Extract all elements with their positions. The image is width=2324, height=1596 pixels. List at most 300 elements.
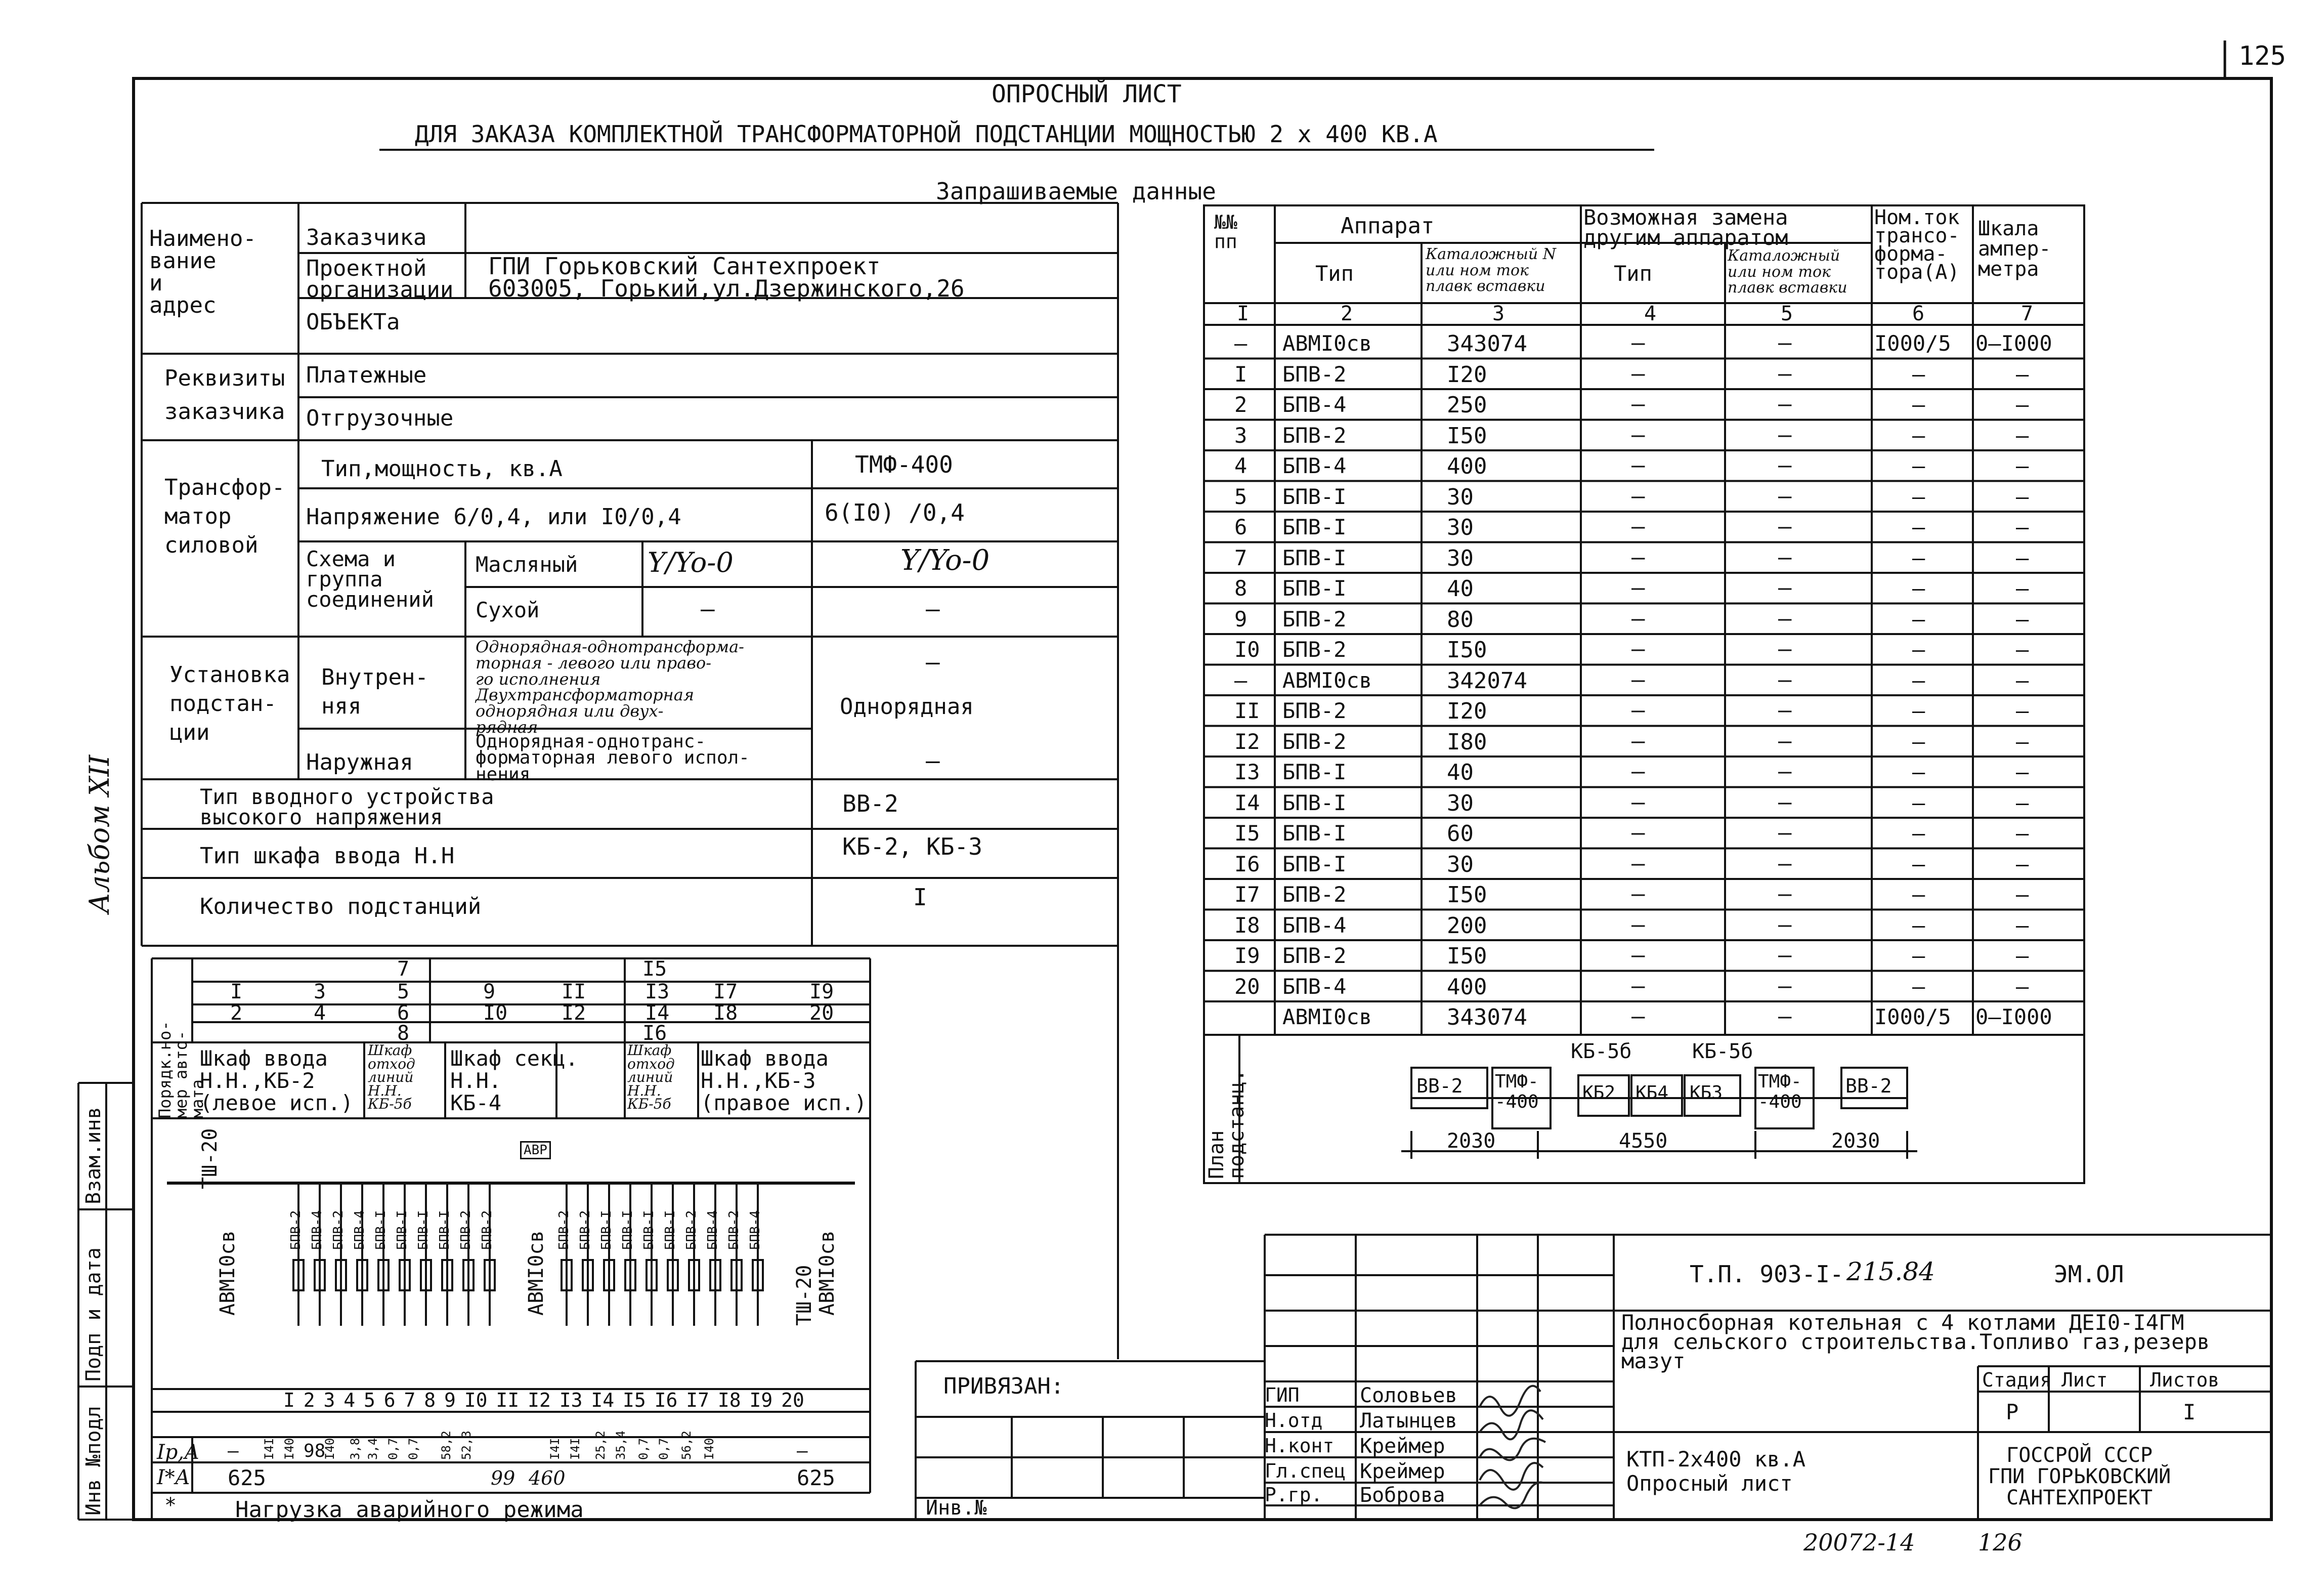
type-power-label: Тип,мощность, кв.А (321, 456, 563, 482)
device-row-ct: – (1912, 790, 1925, 815)
device-row-catalog: 342074 (1447, 667, 1527, 694)
device-row-type: АВМI0св (1282, 667, 1372, 693)
ip-label: Iр,А (157, 1441, 200, 1464)
device-row-type: БПВ-4 (1282, 453, 1347, 478)
role-dept-head: Н.отд (1265, 1409, 1323, 1432)
object-label: ОБЪЕКТа (306, 309, 400, 335)
device-row-type: БПВ-I (1282, 515, 1347, 539)
sheet-page-number: 125 (2239, 41, 2286, 71)
device-row-catalog: I50 (1447, 882, 1487, 908)
device-row-scale: – (2016, 729, 2029, 754)
device-row-number: 20 (1234, 974, 1260, 999)
device-row-replacement-type: – (1631, 391, 1645, 417)
device-row-replacement-catalog: – (1778, 911, 1792, 938)
device-row-ct: – (1912, 453, 1925, 478)
name-group-head: Боброва (1360, 1484, 1445, 1507)
role-group-head: Р.гр. (1265, 1484, 1323, 1506)
device-row-replacement-catalog: – (1778, 1003, 1792, 1029)
oil-value-b: Y/Yo-0 (900, 544, 990, 577)
device-row-scale: – (2016, 576, 2029, 601)
device-row-scale: – (2016, 637, 2029, 662)
breaker-section: АВМI0св (525, 1230, 548, 1316)
stage-value: Р (2006, 1400, 2019, 1424)
device-row-type: БПВ-I (1282, 760, 1347, 784)
fuse-label: БПВ-2 (578, 1210, 593, 1250)
device-row-ct: – (1912, 974, 1925, 999)
device-row-replacement-type: – (1631, 759, 1645, 784)
device-row-number: I (1234, 361, 1247, 387)
device-row-replacement-catalog: – (1778, 391, 1792, 417)
device-row-catalog: 30 (1447, 515, 1474, 540)
bottom-numbering: I 2 3 4 5 6 7 8 9 I0 II I2 I3 I4 I5 I6 I7 I8 I9 20 (283, 1389, 804, 1411)
fuse-label: БПВ-2 (684, 1210, 699, 1250)
device-row-number: 4 (1234, 453, 1247, 478)
option-two-transformer: Двухтрансформаторная однорядная или двух- рядная (476, 685, 694, 737)
device-row-catalog: 40 (1447, 576, 1474, 602)
device-row-scale: – (2016, 667, 2029, 693)
automat-number-top: I7 (713, 980, 738, 1003)
plan-dim-right: 2030 (1831, 1129, 1880, 1153)
automat-number-top: 3 (314, 980, 326, 1003)
automat-number-top: I9 (809, 980, 834, 1003)
device-row-catalog: 60 (1447, 821, 1474, 847)
cabinet-left-label: Шкаф ввода Н.Н.,КБ-2 (левое исп.) (200, 1046, 354, 1116)
lv-cabinet-value: КБ-2, КБ-3 (842, 833, 982, 860)
fuse-label: БПВ-I (416, 1210, 431, 1250)
device-row-scale: – (2016, 515, 2029, 539)
device-row-replacement-type: – (1631, 820, 1645, 846)
col-replacement-header: Возможная замена другим аппаратом (1583, 205, 1788, 250)
device-row-scale: 0–I000 (1975, 1004, 2052, 1029)
device-row-type: БПВ-4 (1282, 392, 1347, 417)
device-row-catalog: I50 (1447, 943, 1487, 969)
device-row-number: I4 (1234, 790, 1260, 815)
device-row-replacement-type: – (1631, 911, 1645, 938)
cabinet-right-label: Шкаф ввода Н.Н.,КБ-3 (правое исп.) (701, 1046, 867, 1116)
device-row-number: 9 (1234, 606, 1247, 632)
device-row-type: БПВ-2 (1282, 361, 1347, 387)
fuse-label: БПВ-2 (556, 1210, 572, 1250)
device-row-number: I7 (1234, 882, 1260, 907)
automat-number-mid: 2 (230, 1001, 243, 1025)
device-row-ct: – (1912, 423, 1925, 448)
plan-kb5-right: КБ-5б (1692, 1040, 1753, 1063)
fuse-label: БПВ-I (395, 1210, 410, 1250)
device-row-scale: – (2016, 392, 2029, 417)
voltage-value: 6(I0) /0,4 (825, 499, 965, 526)
device-row-ct: – (1912, 821, 1925, 846)
device-row-scale: – (2016, 484, 2029, 509)
device-row-replacement-type: – (1631, 666, 1645, 693)
device-row-catalog: 80 (1447, 606, 1474, 633)
device-row-replacement-type: – (1631, 942, 1645, 968)
device-row-type: АВМI0св (1282, 1004, 1372, 1029)
plan-block-vv-right: ВВ-2 (1845, 1075, 1892, 1097)
external-label: Наружная (306, 749, 413, 775)
payment-label: Платежные (306, 362, 427, 388)
ia-mid-value: 99 (491, 1467, 515, 1489)
device-row-replacement-type: – (1631, 973, 1645, 999)
name-chief-spec: Креймер (1360, 1460, 1445, 1483)
device-row-scale: – (2016, 423, 2029, 448)
device-row-scale: – (2016, 453, 2029, 478)
device-row-number: I5 (1234, 821, 1260, 846)
fuse-label: БПВ-I (437, 1210, 452, 1250)
device-row-catalog: 200 (1447, 912, 1487, 939)
fuse-label: БПВ-I (373, 1210, 389, 1250)
stage-label: Стадия (1982, 1369, 2052, 1391)
device-row-scale: – (2016, 974, 2029, 999)
fuse-label: БПВ-4 (748, 1210, 763, 1250)
fuse-label: БПВ-2 (331, 1210, 346, 1250)
fuse-label: БПВ-4 (705, 1210, 720, 1250)
device-row-replacement-catalog: – (1778, 575, 1792, 601)
col-ct-header: Ном.ток трансо- форма- тора(А) (1874, 206, 1960, 284)
device-row-ct: – (1912, 882, 1925, 907)
column-number: I (1237, 302, 1250, 325)
inv-no-label: Инв.№ (926, 1496, 987, 1520)
ip-value: 56,2 (679, 1431, 694, 1460)
plan-kb5-left: КБ-5б (1571, 1040, 1632, 1063)
device-row-replacement-type: – (1631, 544, 1645, 570)
ip-value: 0,7 (657, 1438, 671, 1460)
device-row-replacement-catalog: – (1778, 850, 1792, 876)
device-row-replacement-catalog: – (1778, 942, 1792, 968)
dry-label: Сухой (476, 598, 540, 622)
drawing-name: КТП-2х400 кв.А Опросный лист (1626, 1447, 1806, 1496)
ip-value: I4I (262, 1438, 276, 1460)
device-row-ct: – (1912, 698, 1925, 723)
fuse-label: БПВ-4 (352, 1210, 367, 1250)
fuse-label: БПВ-2 (288, 1210, 304, 1250)
device-row-type: АВМI0св (1282, 331, 1372, 356)
device-row-replacement-type: – (1631, 881, 1645, 907)
substations-count-label: Количество подстанций (200, 894, 482, 919)
device-row-catalog: 30 (1447, 851, 1474, 877)
automat-number-extra: I5 (642, 957, 667, 981)
col-replacement-catalog-header: Каталожный или ном ток плавк вставки (1728, 247, 1847, 297)
device-row-scale: – (2016, 882, 2029, 907)
device-row-catalog: 250 (1447, 392, 1487, 418)
device-row-type: БПВ-2 (1282, 729, 1347, 754)
dry-dash-a: – (701, 595, 715, 622)
device-row-type: БПВ-4 (1282, 974, 1347, 999)
device-row-type: БПВ-I (1282, 576, 1347, 601)
ia-mid2-value: 460 (529, 1467, 566, 1489)
device-row-catalog: I50 (1447, 637, 1487, 663)
device-row-ct: – (1912, 637, 1925, 662)
transformer-label: Трансфор- матор силовой (164, 475, 285, 559)
fuse-label: БПВ-4 (310, 1210, 325, 1250)
design-org-label: Проектной организации (306, 256, 454, 303)
ip-value: I40 (282, 1438, 296, 1460)
fuse-label: БПВ-I (599, 1210, 614, 1250)
column-number: 4 (1644, 302, 1657, 325)
ip-value: I40 (323, 1438, 337, 1460)
shipping-label: Отгрузочные (306, 405, 454, 431)
device-row-replacement-catalog: – (1778, 697, 1792, 723)
type-power-value: ТМФ-400 (855, 451, 953, 478)
oil-label: Масляный (476, 552, 578, 577)
breaker-right: АВМI0св (815, 1230, 839, 1316)
inv-original-label: Инв №подл (82, 1406, 105, 1516)
device-row-catalog: 30 (1447, 545, 1474, 571)
plan-dim-mid: 4550 (1619, 1129, 1668, 1153)
organization: ГОССРОЙ СССР ГПИ ГОРЬКОВСКИЙ САНТЕХПРОЕКТ (1988, 1444, 2171, 1509)
device-row-ct: – (1912, 515, 1925, 539)
device-row-scale: – (2016, 698, 2029, 723)
project-title: Полносборная котельная с 4 котлами ДЕI0-I4ГМ для сельского строительства.Топливо газ,резерв мазут (1621, 1310, 2210, 1373)
device-row-type: БПВ-2 (1282, 637, 1347, 662)
device-row-scale: – (2016, 912, 2029, 938)
plan-block-transformer-left: ТМФ- -400 (1495, 1071, 1539, 1112)
device-row-catalog: 30 (1447, 790, 1474, 816)
col-number-header: №№ пп (1214, 211, 1237, 253)
device-row-replacement-type: – (1631, 1003, 1645, 1029)
name-dept-head: Латынцев (1360, 1409, 1457, 1433)
ip-value: 98 (304, 1441, 326, 1461)
device-row-replacement-catalog: – (1778, 330, 1792, 356)
device-row-scale: – (2016, 790, 2029, 815)
bottom-handwritten-right: 126 (1978, 1529, 2022, 1556)
ia-left-value: 625 (228, 1465, 266, 1490)
device-row-type: БПВ-I (1282, 545, 1347, 570)
device-row-ct: – (1912, 912, 1925, 938)
device-row-catalog: 30 (1447, 484, 1474, 510)
device-row-catalog: 400 (1447, 974, 1487, 1000)
automat-number-top: I3 (645, 980, 670, 1003)
ip-value: 58,2 (439, 1431, 453, 1460)
substations-count-value: I (913, 884, 927, 911)
device-row-replacement-type: – (1631, 360, 1645, 387)
footnote: Нагрузка аварийного режима (235, 1497, 584, 1523)
device-row-ct: – (1912, 576, 1925, 601)
option-external: Однорядная-однотранс- форматорная левого испол- нения (476, 731, 750, 785)
device-row-ct: – (1912, 545, 1925, 570)
plan-block-transformer-right: ТМФ- -400 (1758, 1071, 1802, 1112)
automat-number-top: 9 (483, 980, 496, 1003)
device-row-replacement-catalog: – (1778, 636, 1792, 662)
device-row-scale: – (2016, 606, 2029, 632)
device-row-replacement-type: – (1631, 514, 1645, 539)
automat-number-top: 5 (397, 980, 410, 1003)
device-row-scale: – (2016, 545, 2029, 570)
device-row-number: II (1234, 698, 1260, 723)
device-row-type: БПВ-4 (1282, 912, 1347, 938)
bottom-handwritten-left: 20072-14 (1803, 1529, 1915, 1556)
customer-label: Заказчика (306, 225, 427, 250)
automat-number-extra: I6 (642, 1022, 667, 1045)
device-row-number: 3 (1234, 423, 1247, 448)
device-row-replacement-type: – (1631, 636, 1645, 662)
device-row-replacement-catalog: – (1778, 759, 1792, 784)
role-gip: ГИП (1265, 1384, 1300, 1406)
device-row-scale: – (2016, 760, 2029, 784)
device-row-type: БПВ-2 (1282, 423, 1347, 448)
fuse-label: БПВ-I (663, 1210, 678, 1250)
device-row-catalog: I20 (1447, 361, 1487, 388)
doc-code-number: 215.84 (1846, 1257, 1935, 1286)
device-row-scale: – (2016, 361, 2029, 387)
fuse-label: БПВ-I (641, 1210, 657, 1250)
option-single-transformer: Однорядная-однотрансформа- торная - левого или право- го исполнения (476, 637, 744, 689)
col-type-header: Тип (1315, 261, 1354, 286)
external-dash: – (926, 747, 940, 774)
plan-label: План подстанц. (1205, 1069, 1249, 1179)
column-number: 5 (1781, 302, 1793, 325)
breaker-left: АВМI0св (216, 1230, 239, 1316)
automat-number-top: I (230, 980, 243, 1003)
device-row-replacement-catalog: – (1778, 514, 1792, 539)
device-row-catalog: 343074 (1447, 331, 1527, 357)
ip-value: – (797, 1441, 808, 1461)
ia-label: I*А (157, 1466, 191, 1489)
device-row-replacement-catalog: – (1778, 422, 1792, 448)
name-address-label: Наимено- вание и адрес (149, 226, 256, 318)
automat-number-mid: I4 (645, 1001, 670, 1025)
device-row-replacement-catalog: – (1778, 789, 1792, 815)
device-row-replacement-type: – (1631, 483, 1645, 509)
plan-block-kb3: КБ3 (1690, 1082, 1723, 1103)
plan-block-kb4: КБ4 (1636, 1082, 1669, 1103)
device-row-replacement-type: – (1631, 575, 1645, 601)
device-row-number: 5 (1234, 484, 1247, 509)
internal-dash: – (926, 648, 940, 676)
column-number: 6 (1912, 302, 1925, 325)
vzam-inv-label: Взам.инв (82, 1107, 105, 1204)
device-row-replacement-catalog: – (1778, 881, 1792, 907)
device-row-number: 6 (1234, 515, 1247, 539)
voltage-label: Напряжение 6/0,4, или I0/0,4 (306, 504, 681, 530)
device-row-replacement-catalog: – (1778, 544, 1792, 570)
ip-value: I4I (568, 1438, 582, 1460)
device-row-scale: 0–I000 (1975, 331, 2052, 356)
automat-order-label: Порядк.но- мер авто- мата (155, 1021, 207, 1118)
device-row-ct: I000/5 (1874, 1004, 1951, 1029)
lv-cabinet-label: Тип шкафа ввода Н.Н (200, 843, 455, 869)
device-row-number: 8 (1234, 576, 1247, 601)
ia-right-value: 625 (797, 1465, 835, 1490)
plan-block-vv-left: ВВ-2 (1416, 1075, 1463, 1097)
fuse-label: БПВ-2 (726, 1210, 742, 1250)
ip-value: 52,3 (459, 1431, 474, 1460)
device-row-number: I9 (1234, 943, 1260, 968)
device-row-replacement-type: – (1631, 789, 1645, 815)
hv-input-label: Тип вводного устройства высокого напряжения (200, 784, 494, 829)
automat-number-mid: I8 (713, 1001, 738, 1025)
device-row-ct: – (1912, 943, 1925, 968)
device-row-number: I8 (1234, 912, 1260, 938)
page-title: ОПРОСНЫЙ ЛИСТ (992, 80, 1182, 108)
name-control: Креймер (1360, 1435, 1445, 1458)
device-row-scale: – (2016, 943, 2029, 968)
ip-value: 0,7 (386, 1438, 400, 1460)
ip-value: 35,4 (614, 1431, 628, 1460)
device-row-replacement-catalog: – (1778, 483, 1792, 509)
device-row-replacement-catalog: – (1778, 360, 1792, 387)
device-row-type: БПВ-2 (1282, 698, 1347, 723)
device-row-replacement-type: – (1631, 697, 1645, 723)
automat-number-mid: 6 (397, 1001, 410, 1025)
device-row-number: 2 (1234, 392, 1247, 417)
column-number: 3 (1492, 302, 1505, 325)
dry-dash-b: – (926, 595, 940, 622)
column-number: 2 (1341, 302, 1353, 325)
col-replacement-type-header: Тип (1614, 261, 1652, 286)
cabinet-section-label: Шкаф секц. Н.Н. КБ-4 (450, 1046, 578, 1116)
device-row-number: I2 (1234, 729, 1260, 754)
privyazan-label: ПРИВЯЗАН: (943, 1373, 1064, 1399)
ip-value: 3,8 (348, 1438, 362, 1460)
device-row-ct: – (1912, 606, 1925, 632)
footnote-star: * (164, 1494, 177, 1517)
device-row-replacement-type: – (1631, 330, 1645, 356)
internal-label: Внутрен- няя (321, 664, 428, 720)
sheet-label: Лист (2061, 1369, 2108, 1391)
fuse-label: БПВ-2 (458, 1210, 474, 1250)
device-row-replacement-type: – (1631, 422, 1645, 448)
device-row-type: БПВ-I (1282, 851, 1347, 876)
device-row-catalog: 400 (1447, 453, 1487, 479)
automat-number-mid: I2 (562, 1001, 586, 1025)
sheets-label: Листов (2150, 1369, 2220, 1391)
design-org-value: ГПИ Горьковский Сантехпроект 603005, Горький,ул.Дзержинского,26 (488, 253, 965, 302)
automat-number-mid: 20 (809, 1001, 834, 1025)
device-row-replacement-catalog: – (1778, 973, 1792, 999)
tsh-left: ТШ-20 (198, 1128, 222, 1189)
plan-dim-left: 2030 (1447, 1129, 1496, 1153)
fuse-label: БПВ-2 (480, 1210, 495, 1250)
device-row-type: БПВ-I (1282, 821, 1347, 846)
device-row-ct: – (1912, 760, 1925, 784)
device-row-ct: – (1912, 851, 1925, 876)
device-row-type: БПВ-2 (1282, 606, 1347, 632)
requisites-label: Реквизиты заказчика (164, 365, 285, 425)
device-row-number: I0 (1234, 637, 1260, 662)
device-row-scale: – (2016, 821, 2029, 846)
device-row-number: – (1234, 331, 1247, 356)
device-row-ct: – (1912, 392, 1925, 417)
device-row-type: БПВ-2 (1282, 943, 1347, 968)
sheet-code: ЭМ.ОЛ (2054, 1261, 2124, 1288)
device-row-type: БПВ-2 (1282, 882, 1347, 907)
cabinet-left-outgoing-label: Шкаф отход линий Н.Н. КБ-5б (368, 1042, 415, 1113)
signature-3 (1480, 1439, 1545, 1460)
device-row-catalog: I80 (1447, 729, 1487, 755)
ip-value: I40 (702, 1438, 716, 1460)
hv-input-value: ВВ-2 (842, 790, 898, 817)
device-row-ct: – (1912, 729, 1925, 754)
device-row-number: I3 (1234, 760, 1260, 784)
ip-value: 25,2 (593, 1431, 608, 1460)
device-row-catalog: I50 (1447, 423, 1487, 449)
sheets-value: I (2183, 1400, 2196, 1424)
col-scale-header: Шкала ампер- метра (1978, 217, 2051, 281)
signature-5 (1480, 1482, 1543, 1508)
col-apparatus-header: Аппарат (1341, 213, 1435, 239)
tsh-right: ТШ-20 (793, 1265, 816, 1326)
device-row-replacement-type: – (1631, 605, 1645, 632)
device-row-catalog: 343074 (1447, 1004, 1527, 1030)
device-row-number: 7 (1234, 545, 1247, 570)
plan-block-kb2: КБ2 (1582, 1082, 1616, 1103)
scheme-group-label: Схема и группа соединений (306, 547, 434, 612)
requested-data-label: Запрашиваемые данные (936, 178, 1216, 205)
column-number: 7 (2021, 302, 2034, 325)
device-row-replacement-catalog: – (1778, 728, 1792, 754)
oil-value-a: Y/Yo-0 (648, 547, 734, 578)
role-control: Н.конт (1265, 1435, 1335, 1457)
